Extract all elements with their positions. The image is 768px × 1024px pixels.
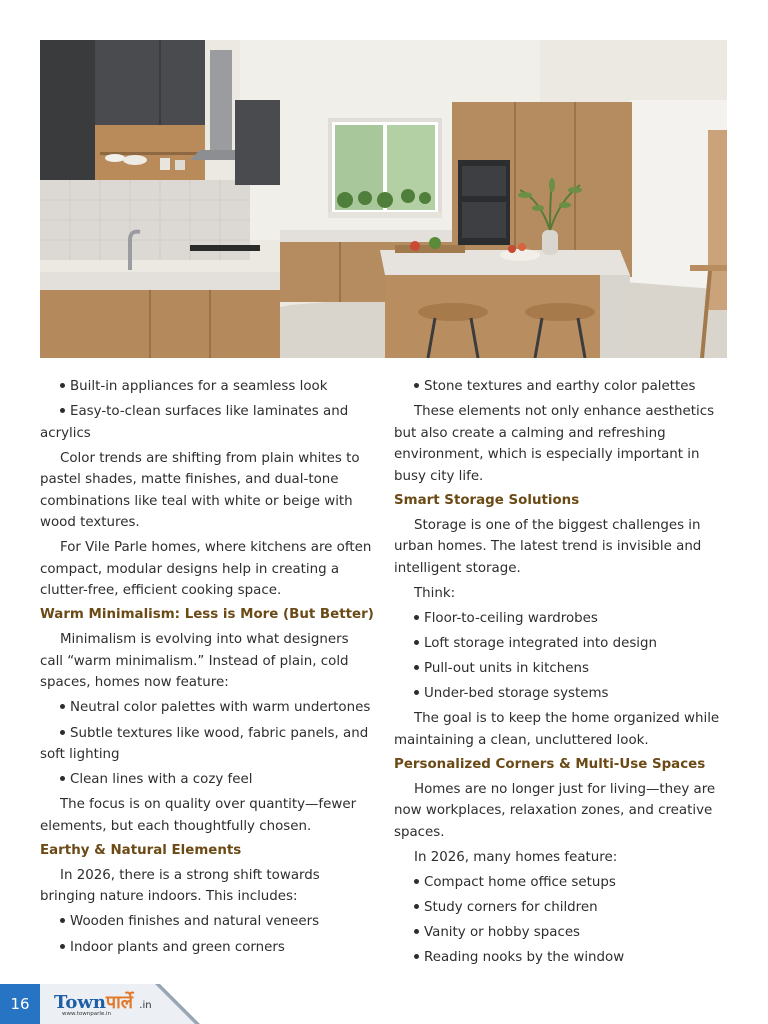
bullet-icon (60, 704, 65, 709)
bullet-text: Wooden finishes and natural veneers (70, 914, 320, 930)
bullet-item (394, 633, 730, 655)
bullet-item (394, 872, 730, 894)
section-heading: Smart Storage Solutions (394, 492, 580, 508)
bullet-icon (414, 615, 419, 620)
bullet-icon (414, 954, 419, 959)
bullet-text: Vanity or hobby spaces (424, 925, 581, 941)
bullet-text: Floor-to-ceiling wardrobes (424, 610, 598, 626)
logo-suffix: .in (139, 1000, 152, 1011)
bullet-text: Study corners for children (424, 900, 598, 916)
bullet-icon (414, 879, 419, 884)
section-heading: Warm Minimalism: Less is More (But Better) (40, 607, 374, 623)
bullet-text: Loft storage integrated into design (424, 635, 658, 651)
right-column (394, 376, 730, 972)
bullet-item (40, 769, 374, 791)
logo-latin: Town (54, 992, 106, 1013)
bullet-icon (414, 640, 419, 645)
bullet-item (40, 723, 374, 766)
paragraph: The focus is on quality over quantity—fewer elements, but each thoughtfully chosen. (40, 797, 357, 834)
bullet-icon (414, 665, 419, 670)
logo-devanagari: पार्ले (105, 992, 134, 1013)
bullet-item (394, 376, 730, 398)
paragraph: Homes are no longer just for living—they are now workplaces, relaxation zones, and creative spaces. (394, 781, 716, 840)
bullet-icon (60, 730, 65, 735)
bullet-item (40, 937, 374, 959)
bullet-text: Compact home office setups (424, 875, 616, 891)
bullet-text: Indoor plants and green corners (70, 939, 285, 955)
bullet-icon (414, 383, 419, 388)
bullet-icon (414, 929, 419, 934)
bullet-icon (60, 918, 65, 923)
bullet-text: Clean lines with a cozy feel (70, 772, 253, 788)
bullet-text: Subtle textures like wood, fabric panels, and soft lighting (40, 725, 369, 763)
bullet-icon (414, 690, 419, 695)
left-column (40, 376, 374, 962)
paragraph: Think: (414, 585, 456, 601)
paragraph: For Vile Parle homes, where kitchens are often compact, modular designs help in creating a clutter-free, efficient cooking space. (40, 540, 372, 599)
bullet-text: Stone textures and earthy color palettes (424, 379, 696, 394)
section-heading: Earthy & Natural Elements (40, 842, 242, 858)
logo-url: www.townparle.in (62, 1011, 112, 1017)
paragraph: Storage is one of the biggest challenges in urban homes. The latest trend is invisible and intelligent storage. (394, 517, 702, 576)
section-heading: Personalized Corners & Multi-Use Spaces (394, 756, 706, 772)
paragraph: In 2026, there is a strong shift towards bringing nature indoors. This includes: (40, 867, 320, 905)
bullet-item (394, 897, 730, 919)
bullet-icon (60, 408, 65, 413)
paragraph: In 2026, many homes feature: (414, 849, 618, 865)
bullet-icon (60, 383, 65, 388)
bullet-item (40, 376, 374, 398)
bullet-text: Pull-out units in kitchens (424, 661, 589, 677)
bullet-text: Under-bed storage systems (424, 686, 609, 702)
bullet-item (394, 947, 730, 969)
bullet-text: Built-in appliances for a seamless look (70, 379, 328, 394)
bullet-icon (60, 776, 65, 781)
bullet-text: Neutral color palettes with warm undertones (70, 700, 371, 716)
bullet-item (394, 683, 730, 705)
bullet-icon (414, 904, 419, 909)
paragraph: Color trends are shifting from plain whites to pastel shades, matte finishes, and dual-tone combinations like teal with white or beige with wood textures. (40, 450, 360, 531)
paragraph: The goal is to keep the home organized while maintaining a clean, uncluttered look. (394, 711, 720, 748)
bullet-item (40, 911, 374, 933)
bullet-item (394, 922, 730, 944)
paragraph: These elements not only enhance aesthetics but also create a calming and refreshing environment, which is especially important in busy city life. (394, 404, 715, 484)
page-footer (0, 984, 768, 1024)
bullet-item (40, 697, 374, 719)
bullet-text: Easy-to-clean surfaces like laminates and acrylics (40, 404, 349, 441)
bullet-item (40, 401, 374, 444)
bullet-item (394, 608, 730, 630)
bullet-item (394, 658, 730, 680)
bullet-icon (60, 944, 65, 949)
bullet-text: Reading nooks by the window (424, 950, 625, 966)
page-number: 16 (0, 984, 40, 1024)
paragraph: Minimalism is evolving into what designers call “warm minimalism.” Instead of plain, cold spaces, homes now feature: (40, 632, 349, 691)
kitchen-photo (40, 40, 727, 358)
